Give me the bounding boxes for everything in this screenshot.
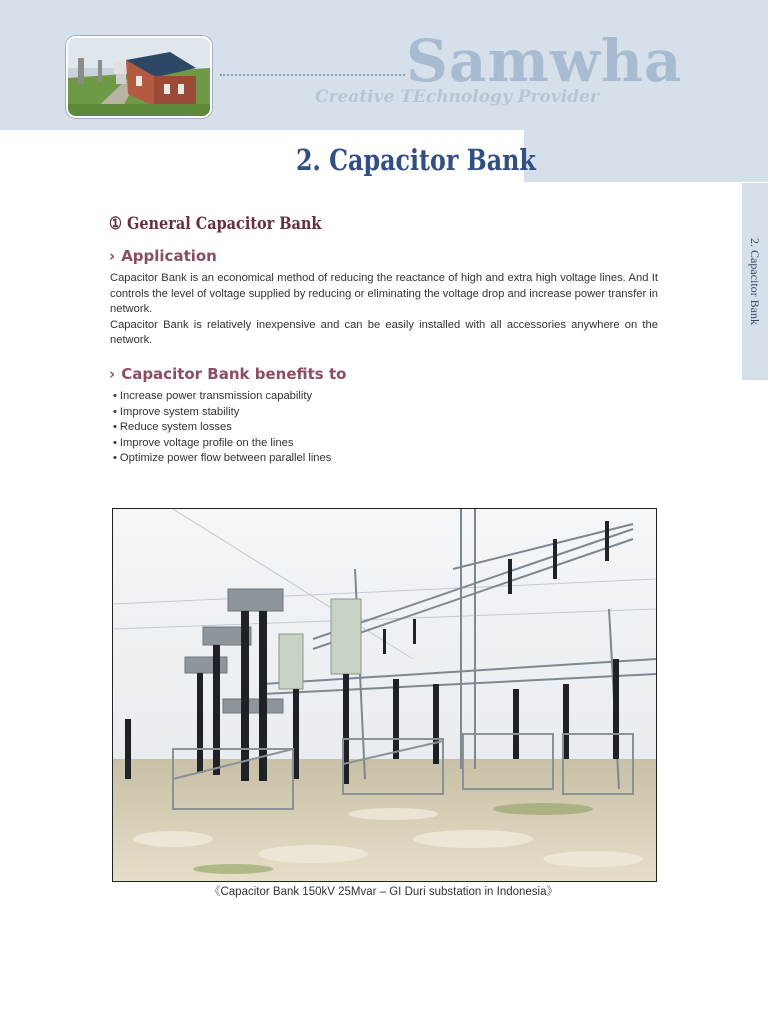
chevron-right-icon: › (109, 365, 116, 383)
substation-photo-image (113, 509, 656, 881)
brand-tagline: Creative TEchnology Provider (315, 87, 599, 107)
benefits-heading (109, 364, 346, 384)
list-item: • Improve system stability (113, 405, 331, 421)
chevron-right-icon: › (109, 247, 116, 265)
application-paragraph: Capacitor Bank is an economical method of reducing the reactance of high and extra high voltage lines. And It controls the level of voltage supplied by reducing or eliminating the voltage drop and increase power transfer in network. (110, 272, 658, 315)
list-item: • Increase power transmission capability (113, 389, 331, 405)
benefits-heading-label: Capacitor Bank benefits to (121, 365, 347, 383)
application-heading-label: Application (121, 247, 217, 265)
list-item: • Optimize power flow between parallel lines (113, 451, 331, 467)
application-paragraph: Capacitor Bank is relatively inexpensive and can be easily installed with all accessories anywhere on the network. (110, 318, 658, 346)
photo-caption: 《Capacitor Bank 150kV 25Mvar – GI Duri substation in Indonesia》 (208, 886, 558, 898)
benefits-list (113, 389, 331, 467)
page-title: 2. Capacitor Bank (296, 143, 536, 177)
title-tab-band (524, 130, 768, 182)
application-heading (109, 246, 217, 266)
list-item: • Improve voltage profile on the lines (113, 436, 331, 452)
substation-photo (112, 508, 657, 882)
header-dotted-line (220, 64, 405, 76)
side-tab-label: 2. Capacitor Bank (748, 237, 762, 325)
building-photo-image (68, 38, 210, 116)
header-photo-building (66, 36, 212, 118)
application-text (110, 271, 658, 349)
brand-logo-text: Samwha (406, 27, 683, 95)
section-title: ① General Capacitor Bank (109, 214, 322, 234)
list-item: • Reduce system losses (113, 420, 331, 436)
